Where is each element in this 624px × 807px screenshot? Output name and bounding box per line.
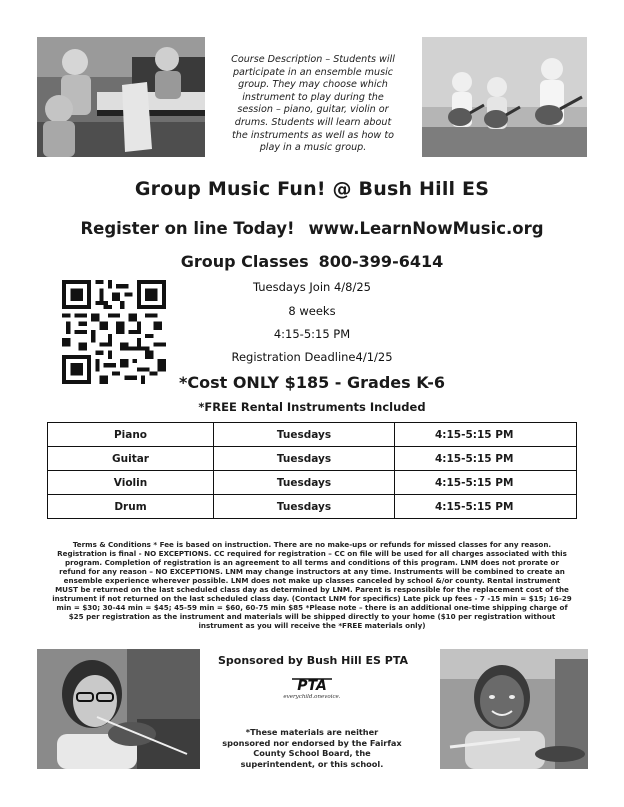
svg-text:PTA: PTA [297, 678, 327, 694]
start-date: Tuesdays Join 4/8/25 [252, 280, 371, 294]
day-cell: Tuesdays [214, 495, 395, 519]
qr-code[interactable] [62, 280, 166, 384]
duration: 8 weeks [288, 304, 336, 318]
day-cell: Tuesdays [214, 447, 395, 471]
cost-line: *Cost ONLY $185 - Grades K-6 [178, 373, 445, 392]
class-time: 4:15-5:15 PM [273, 327, 351, 341]
group-classes-line [0, 252, 624, 271]
instrument-cell: Violin [48, 471, 214, 495]
children-guitars-photo [422, 37, 587, 157]
time-cell: 4:15-5:15 PM [395, 447, 577, 471]
phone-number: 800-399-6414 [318, 252, 444, 271]
terms-and-conditions: Terms & Conditions * Fee is based on instruction. There are no make-ups or refunds for missed classes for any reason. Registration is final - NO EXCEPTIONS. CC required for registration – CC on file will be used for all charges associated with this program. Completion of registration is an agreement to all terms and conditions of this program. LNM does not prorate or refund for any reason – NO EXCEPTIONS. LNM may change instructors at any time. Instruments will be combined to create an ensemble experience wherever possible. LNM does not make up classes canceled by school &/or county. Rental instrument MUST be returned on the last scheduled class day as determined by LNM. Parent is responsible for the replacement cost of the instrument if not returned on the last scheduled class day. (Contact LNM for specifics) Late pick up fees - 7 -15 min = $15; 16-29 min = $30; 30-44 min = $45; 45-59 min = $60, 60-75 min $85 *Please note – there is an additional one-time shipping charge of $25 per registration as the instrument and materials will be shipped directly to your home ($10 per registration without instrument as you will receive the *FREE materials only) [52, 540, 572, 630]
table-row [48, 423, 577, 447]
table-row [48, 447, 577, 471]
pta-logo [262, 676, 362, 700]
boy-drums-photo [440, 649, 588, 769]
girl-violin-photo [37, 649, 200, 769]
group-classes-label: Group Classes [180, 252, 309, 271]
sponsor-line: Sponsored by Bush Hill ES PTA [218, 654, 409, 667]
registration-deadline: Registration Deadline4/1/25 [231, 350, 393, 364]
children-keyboards-photo [37, 37, 205, 157]
register-line [0, 219, 624, 238]
svg-text:everychild.onevoice.: everychild.onevoice. [283, 694, 341, 700]
course-description: Course Description – Students will participate in an ensemble music group. They may choose which instrument to play during the session – piano, guitar, violin or drums. Students will learn about the instruments as well as how to play in a music group. [231, 54, 395, 154]
day-cell: Tuesdays [214, 423, 395, 447]
website-url[interactable]: www.LearnNowMusic.org [308, 219, 544, 238]
time-cell: 4:15-5:15 PM [395, 471, 577, 495]
time-cell: 4:15-5:15 PM [395, 495, 577, 519]
time-cell: 4:15-5:15 PM [395, 423, 577, 447]
schedule-table [47, 422, 577, 519]
register-text: Register on line Today! [80, 219, 295, 238]
instrument-cell: Drum [48, 495, 214, 519]
disclaimer: *These materials are neither sponsored nor endorsed by the Fairfax County School Board, the superintendent, or this school. [222, 727, 402, 769]
flyer-title: Group Music Fun! @ Bush Hill ES [134, 178, 490, 200]
instrument-cell: Piano [48, 423, 214, 447]
table-row [48, 471, 577, 495]
table-row [48, 495, 577, 519]
day-cell: Tuesdays [214, 471, 395, 495]
instrument-cell: Guitar [48, 447, 214, 471]
free-rental-note: *FREE Rental Instruments Included [198, 400, 426, 414]
